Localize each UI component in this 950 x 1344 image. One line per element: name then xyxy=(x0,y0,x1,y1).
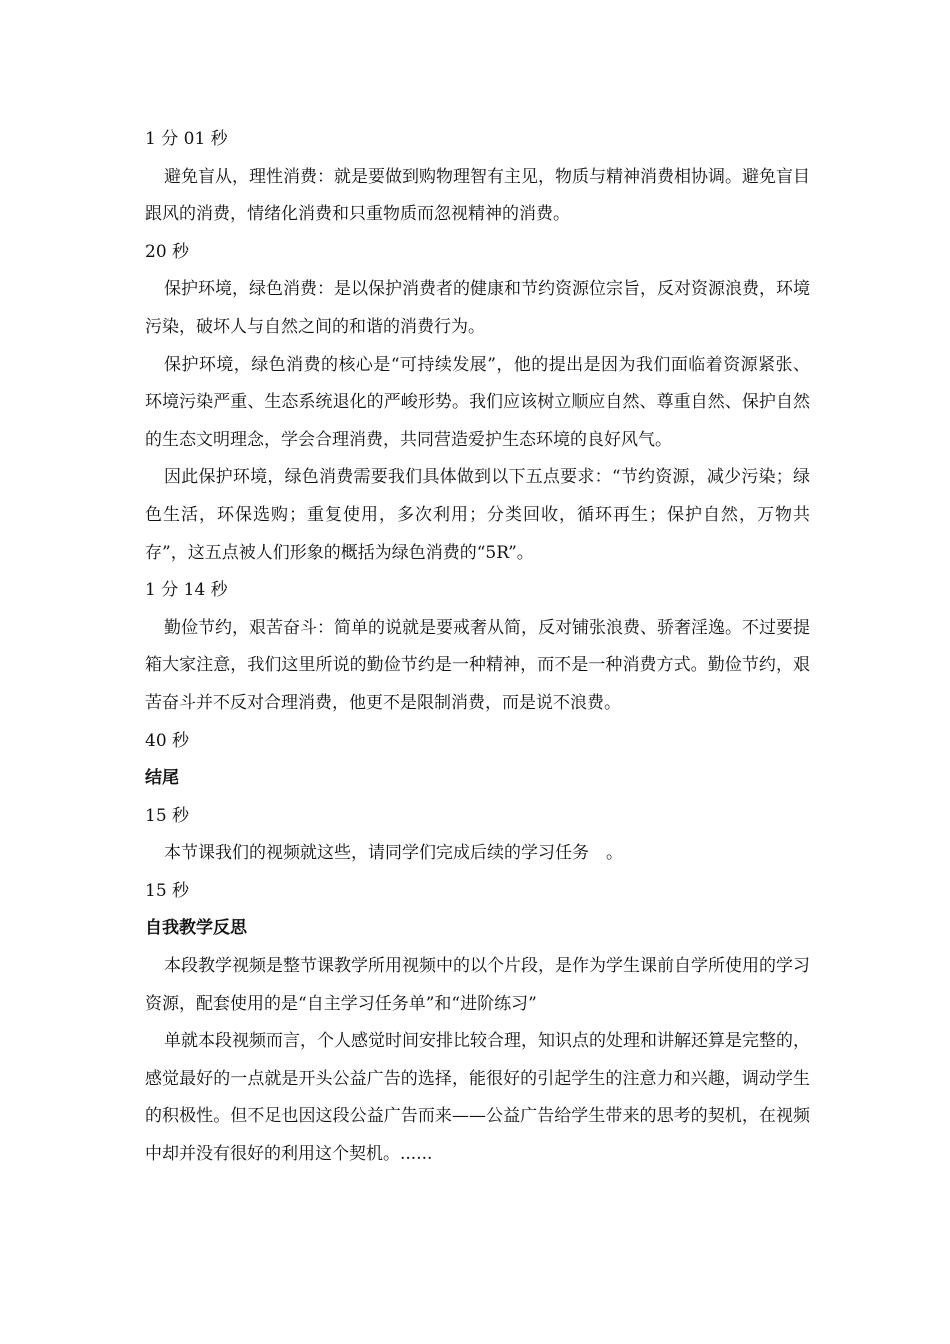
paragraph: 避免盲从，理性消费：就是要做到购物理智有主见，物质与精神消费相协调。避免盲目跟风的消费，情绪化消费和只重物质而忽视精神的消费。 xyxy=(145,166,810,225)
time-label: 15 秒 xyxy=(145,880,190,901)
time-label: 1 分 14 秒 xyxy=(145,580,228,601)
paragraph: 本段教学视频是整节课教学所用视频中的以个片段，是作为学生课前自学所使用的学习资源，配套使用的是“自主学习任务单”和“进阶练习” xyxy=(145,956,810,1014)
paragraph: 本节课我们的视频就这些，请同学们完成后续的学习任务 。 xyxy=(164,843,623,864)
time-label: 15 秒 xyxy=(145,805,190,826)
paragraph: 保护环境，绿色消费：是以保护消费者的健康和节约资源位宗旨，反对资源浪费，环境污染，破坏人与自然之间的和谐的消费行为。 xyxy=(145,279,810,337)
document-body xyxy=(145,121,810,1174)
section-heading: 自我教学反思 xyxy=(145,918,247,939)
paragraph: 单就本段视频而言，个人感觉时间安排比较合理，知识点的处理和讲解还算是完整的，感觉最好的一点就是开头公益广告的选择，能很好的引起学生的注意力和兴趣，调动学生的积极性。但不足也因这段公益广告而来——公益广告给学生带来的思考的契机，在视频中却并没有很好的利用这个契机。...... xyxy=(145,1031,810,1165)
paragraph: 因此保护环境，绿色消费需要我们具体做到以下五点要求：“节约资源，减少污染；绿色生活，环保选购；重复使用，多次利用；分类回收，循环再生；保护自然，万物共存”，这五点被人们形象的概括为绿色消费的“5R”。 xyxy=(145,467,810,563)
section-heading: 结尾 xyxy=(145,768,179,789)
time-label: 1 分 01 秒 xyxy=(145,129,228,149)
paragraph: 勤俭节约，艰苦奋斗：简单的说就是要戒奢从简，反对铺张浪费、骄奢淫逸。不过要提箱大家注意，我们这里所说的勤俭节约是一种精神，而不是一种消费方式。勤俭节约，艰苦奋斗并不反对合理消费，他更不是限制消费，而是说不浪费。 xyxy=(145,617,810,713)
time-label: 20 秒 xyxy=(145,241,190,262)
time-label: 40 秒 xyxy=(145,730,190,751)
paragraph: 保护环境，绿色消费的核心是“可持续发展”，他的提出是因为我们面临着资源紧张、环境污染严重、生态系统退化的严峻形势。我们应该树立顺应自然、尊重自然、保护自然的生态文明理念，学会合理消费，共同营造爱护生态环境的良好风气。 xyxy=(145,354,810,450)
